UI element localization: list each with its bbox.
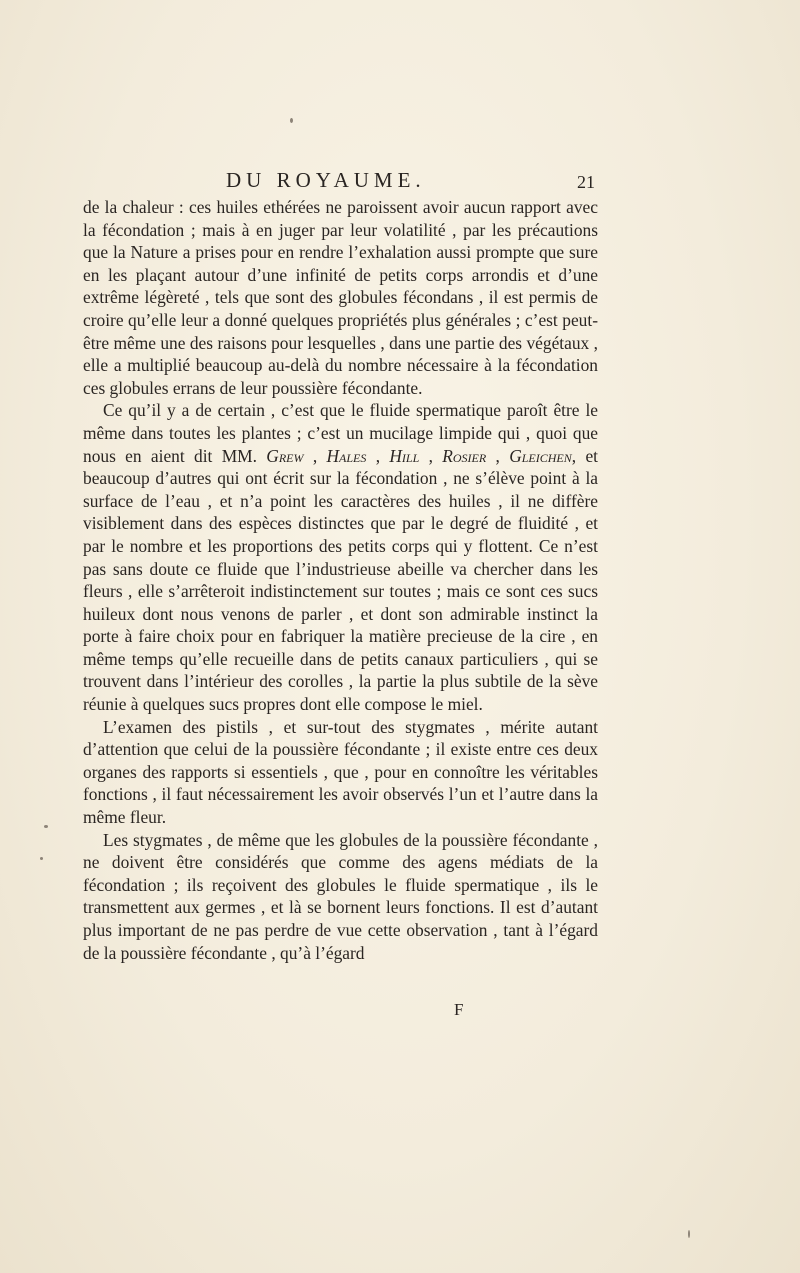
- paragraph-text: , et beaucoup d’autres qui ont écrit sur la fécondation , ne s’élève point à la surface de l’eau , et n’a point les caractères des huiles , il ne diffère visiblement dans des espèces distinctes que par le degré de fluidité , et par le nombre et les proportions des petits corps qui y flottent. Ce n’est pas sans doute ce fluide que l’industrieuse abeille va chercher dans les fleurs , elle s’arrêteroit indistinctement sur toutes ; mais ce sont ces sucs huileux dont nous venons de parler , et dont son admirable instinct la porte à faire choix pour en fabriquer la matière precieuse de la cire , en même temps qu’elle recueille dans de petits canaux particuliers , qui se trouvent dans l’intérieur des corolles , la partie la plus subtile de la sève réunie à quelques sucs propres dont elle compose le miel.: [83, 445, 598, 715]
- page-number: 21: [577, 172, 595, 192]
- paragraph: Ce qu’il y a de certain , c’est que le fluide spermatique paroît être le même dans toutes les plantes ; c’est un mucilage limpide qui , quoi que nous en aient dit MM. Grew , Hales , Hill , Rosier , Gleichen, et beaucoup d’autres qui ont écrit sur la fécondation , ne s’élève point à la surface de l’eau , et n’a point les caractères des huiles , il ne diffère visiblement dans des espèces distinctes que par le degré de fluidité , et par le nombre et les proportions des petits corps qui y flottent. Ce n’est pas sans doute ce fluide que l’industrieuse abeille va chercher dans les fleurs , elle s’arrêteroit indistinctement sur toutes ; mais ce sont ces sucs huileux dont nous venons de parler , et dont son admirable instinct la porte à faire choix pour en fabriquer la matière precieuse de la cire , en même temps qu’elle recueille dans de petits canaux particuliers , qui se trouvent dans l’intérieur des corolles , la partie la plus subtile de la sève réunie à quelques sucs propres dont elle compose le miel.: [83, 400, 598, 715]
- paragraph: L’examen des pistils , et sur-tout des stygmates , mérite autant d’attention que celui de la poussière fécondante ; il existe entre ces deux organes des rapports si essentiels , que , pour en connoître les véritables fonctions , il faut nécessairement les avoir observés l’un et l’autre dans la même fleur.: [83, 716, 598, 828]
- paragraph: de la chaleur : ces huiles ethérées ne paroissent avoir aucun rapport avec la fécondation ; mais à en juger par leur volatilité , par les précautions que la Nature a prises pour en rendre l’exhalation aussi prompte que sure en les plaçant autour d’une infinité de petits corps arrondis et d’une extrême légèreté , tels que sont des globules fécondans , il est permis de croire qu’elle leur a donné quelques propriétés plus générales ; c’est peut-être même une des raisons pour lesquelles , dans une partie des végétaux , elle a multiplié beaucoup au-delà du nombre nécessaire à la fécondation ces globules errans de leur poussière fécondante.: [83, 197, 598, 398]
- body-text: [83, 196, 598, 964]
- author-name: Grew: [266, 445, 304, 466]
- paper-speck: [290, 118, 293, 123]
- running-head: DU ROYAUME.: [226, 168, 426, 192]
- author-name: Gleichen: [509, 445, 572, 466]
- author-name: Hill: [389, 445, 420, 466]
- paper-speck: [44, 825, 48, 828]
- paper-speck: [688, 1230, 690, 1238]
- signature-mark: F: [454, 1000, 464, 1019]
- paper-speck: [40, 857, 43, 860]
- paragraph-text: Ce qu’il y a de certain , c’est que le fluide spermatique paroît être le même dans toutes les plantes ; c’est un mucilage limpide qui , quoi que nous en aient dit MM.: [83, 400, 598, 466]
- paragraph: Les stygmates , de même que les globules de la poussière fécondante , ne doivent être considérés que comme des agens médiats de la fécondation ; ils reçoivent des globules le fluide spermatique , ils le transmettent aux germes , et là se bornent leurs fonctions. Il est d’autant plus important de ne pas perdre de vue cette observation , tant à l’égard de la poussière fécondante , qu’à l’égard: [83, 829, 598, 963]
- author-name: Hales: [326, 445, 367, 466]
- author-name: Rosier: [442, 445, 487, 466]
